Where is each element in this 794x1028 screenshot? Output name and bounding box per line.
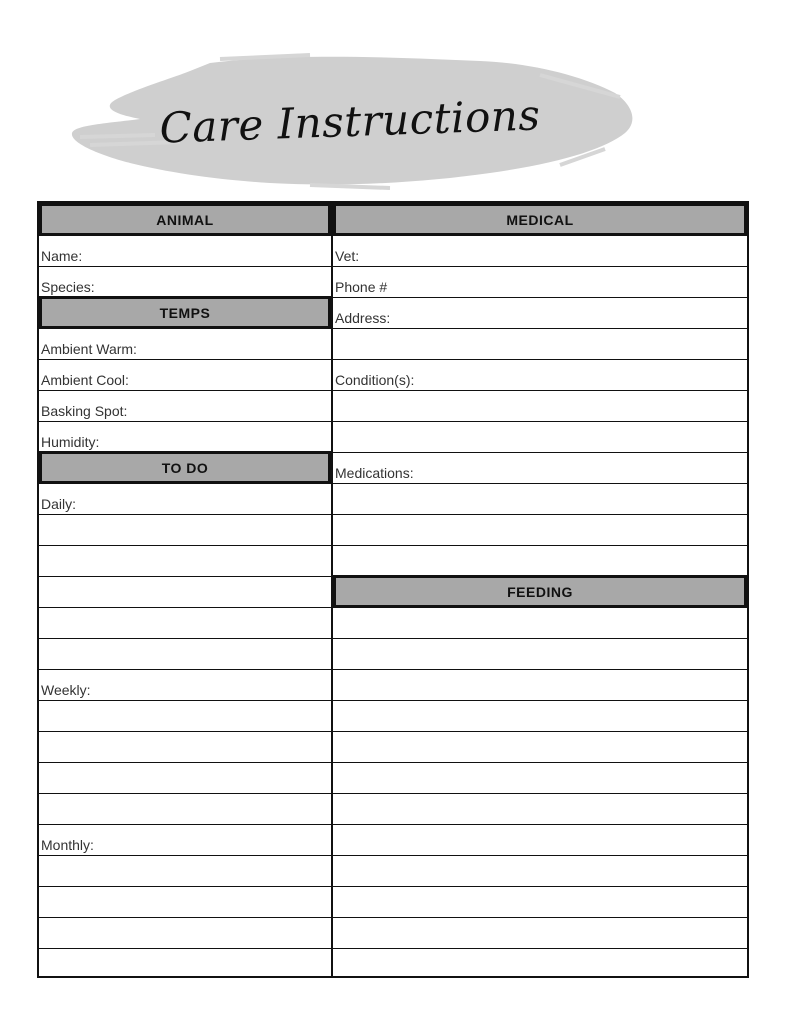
monthly-line[interactable] bbox=[39, 887, 331, 918]
address-field[interactable]: Address: bbox=[333, 298, 747, 329]
humidity-field[interactable]: Humidity: bbox=[39, 422, 331, 453]
title-banner bbox=[60, 45, 640, 200]
feeding-line[interactable] bbox=[333, 763, 747, 794]
conditions-line[interactable] bbox=[333, 391, 747, 422]
daily-line[interactable] bbox=[39, 639, 331, 670]
daily-field[interactable]: Daily: bbox=[39, 484, 331, 515]
feeding-line[interactable] bbox=[333, 794, 747, 825]
todo-header: TO DO bbox=[39, 451, 331, 484]
feeding-line[interactable] bbox=[333, 639, 747, 670]
conditions-line[interactable] bbox=[333, 422, 747, 453]
medical-header: MEDICAL bbox=[333, 203, 747, 236]
phone-field[interactable]: Phone # bbox=[333, 267, 747, 298]
feeding-line[interactable] bbox=[333, 887, 747, 918]
weekly-field[interactable]: Weekly: bbox=[39, 670, 331, 701]
medications-field[interactable]: Medications: bbox=[333, 453, 747, 484]
feeding-line[interactable] bbox=[333, 825, 747, 856]
weekly-line[interactable] bbox=[39, 701, 331, 732]
medications-line[interactable] bbox=[333, 484, 747, 515]
weekly-line[interactable] bbox=[39, 763, 331, 794]
care-sheet-table bbox=[37, 201, 749, 978]
feeding-line[interactable] bbox=[333, 918, 747, 949]
vet-field[interactable]: Vet: bbox=[333, 236, 747, 267]
daily-line[interactable] bbox=[39, 546, 331, 577]
species-field[interactable]: Species: bbox=[39, 267, 331, 298]
weekly-line[interactable] bbox=[39, 732, 331, 763]
page-title: Care Instructions bbox=[158, 90, 542, 153]
temps-header: TEMPS bbox=[39, 296, 331, 329]
feeding-line[interactable] bbox=[333, 670, 747, 701]
conditions-field[interactable]: Condition(s): bbox=[333, 360, 747, 391]
monthly-line[interactable] bbox=[39, 856, 331, 887]
feeding-line[interactable] bbox=[333, 856, 747, 887]
feeding-header: FEEDING bbox=[333, 575, 747, 608]
animal-header: ANIMAL bbox=[39, 203, 331, 236]
ambient-warm-field[interactable]: Ambient Warm: bbox=[39, 329, 331, 360]
monthly-line[interactable] bbox=[39, 918, 331, 949]
feeding-line[interactable] bbox=[333, 732, 747, 763]
ambient-cool-field[interactable]: Ambient Cool: bbox=[39, 360, 331, 391]
monthly-field[interactable]: Monthly: bbox=[39, 825, 331, 856]
feeding-line[interactable] bbox=[333, 608, 747, 639]
medications-line[interactable] bbox=[333, 515, 747, 546]
daily-line[interactable] bbox=[39, 577, 331, 608]
feeding-line[interactable] bbox=[333, 701, 747, 732]
name-field[interactable]: Name: bbox=[39, 236, 331, 267]
address-line[interactable] bbox=[333, 329, 747, 360]
weekly-line[interactable] bbox=[39, 794, 331, 825]
medications-line[interactable] bbox=[333, 546, 747, 577]
basking-spot-field[interactable]: Basking Spot: bbox=[39, 391, 331, 422]
daily-line[interactable] bbox=[39, 515, 331, 546]
daily-line[interactable] bbox=[39, 608, 331, 639]
